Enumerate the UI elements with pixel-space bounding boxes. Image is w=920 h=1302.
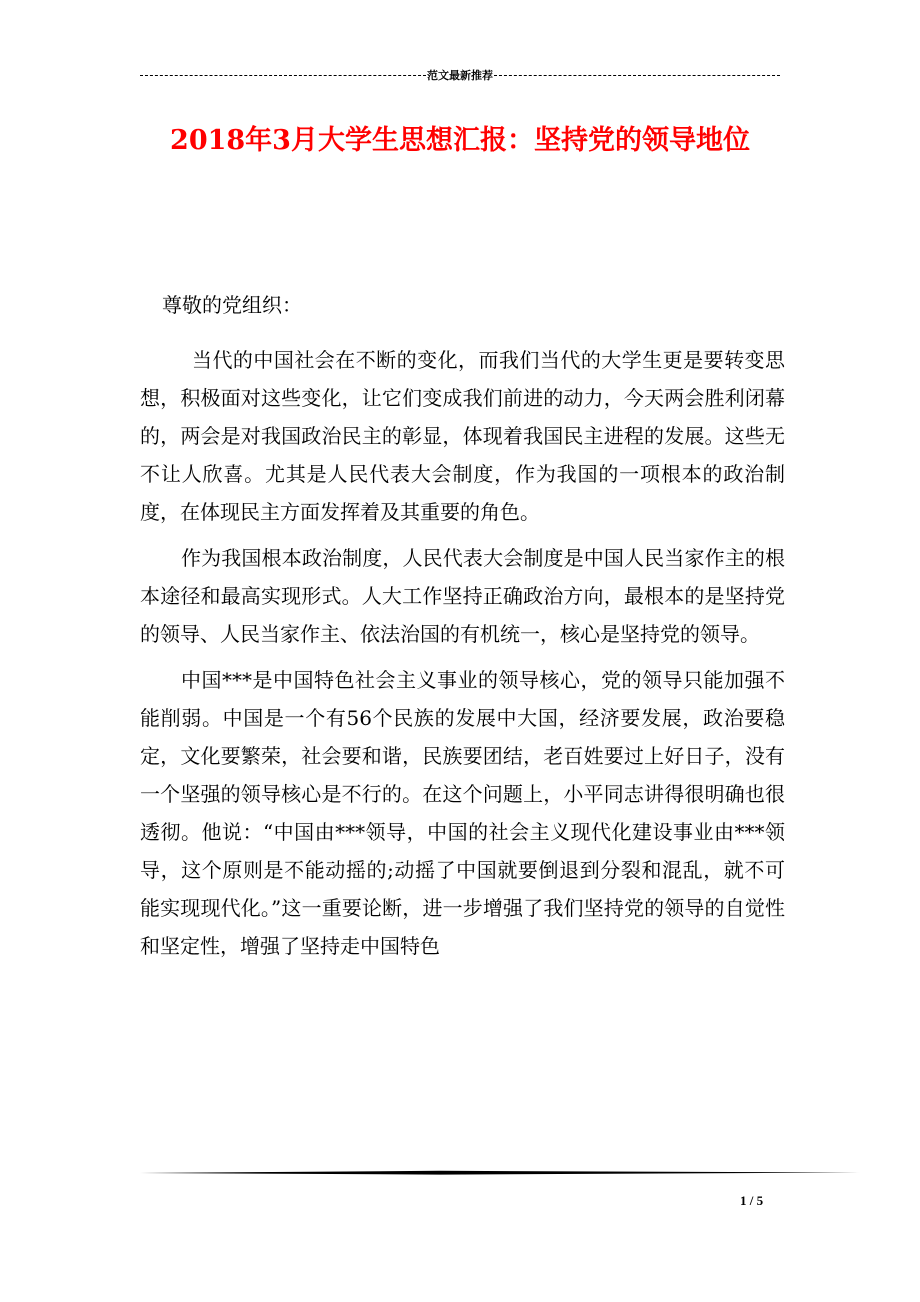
salutation: 尊敬的党组织： bbox=[162, 293, 302, 317]
page-header bbox=[140, 64, 780, 86]
header-dashes-right bbox=[494, 75, 780, 76]
header-dashes-left bbox=[140, 75, 426, 76]
header-label: 范文最新推荐 bbox=[427, 69, 493, 82]
paragraph-3: 中国***是中国特色社会主义事业的领导核心，党的领导只能加强不能削弱。中国是一个有56个民族的发展中大国，经济要发展，政治要稳定，文化要繁荣，社会要和谐，民族要团结，老百姓要过上好日子，没有一个坚强的领导核心是不行的。在这个问题上，小平同志讲得很明确也很透彻。他说：“中国由***领导，中国的社会主义现代化建设事业由***领导，这个原则是不能动摇的;动摇了中国就要倒退到分裂和混乱，就不可能实现现代化。”这一重要论断，进一步增强了我们坚持党的领导的自觉性和坚定性，增强了坚持走中国特色 bbox=[140, 668, 785, 958]
paragraph-2: 作为我国根本政治制度，人民代表大会制度是中国人民当家作主的根本途径和最高实现形式。人大工作坚持正确政治方向，最根本的是坚持党的领导、人民当家作主、依法治国的有机统一，核心是坚持党的领导。 bbox=[140, 546, 785, 646]
paragraph-1: 当代的中国社会在不断的变化，而我们当代的大学生更是要转变思想，积极面对这些变化，让它们变成我们前进的动力，今天两会胜利闭幕的，两会是对我国政治民主的彰显，体现着我国民主进程的发展。这些无不让人欣喜。尤其是人民代表大会制度，作为我国的一项根本的政治制度，在体现民主方面发挥着及其重要的角色。 bbox=[140, 348, 785, 524]
document-body bbox=[140, 286, 785, 965]
footer-rule bbox=[140, 1170, 860, 1175]
document-title: 2018年3月大学生思想汇报：坚持党的领导地位 bbox=[170, 125, 750, 156]
page-number: 1 / 5 bbox=[740, 1193, 764, 1208]
